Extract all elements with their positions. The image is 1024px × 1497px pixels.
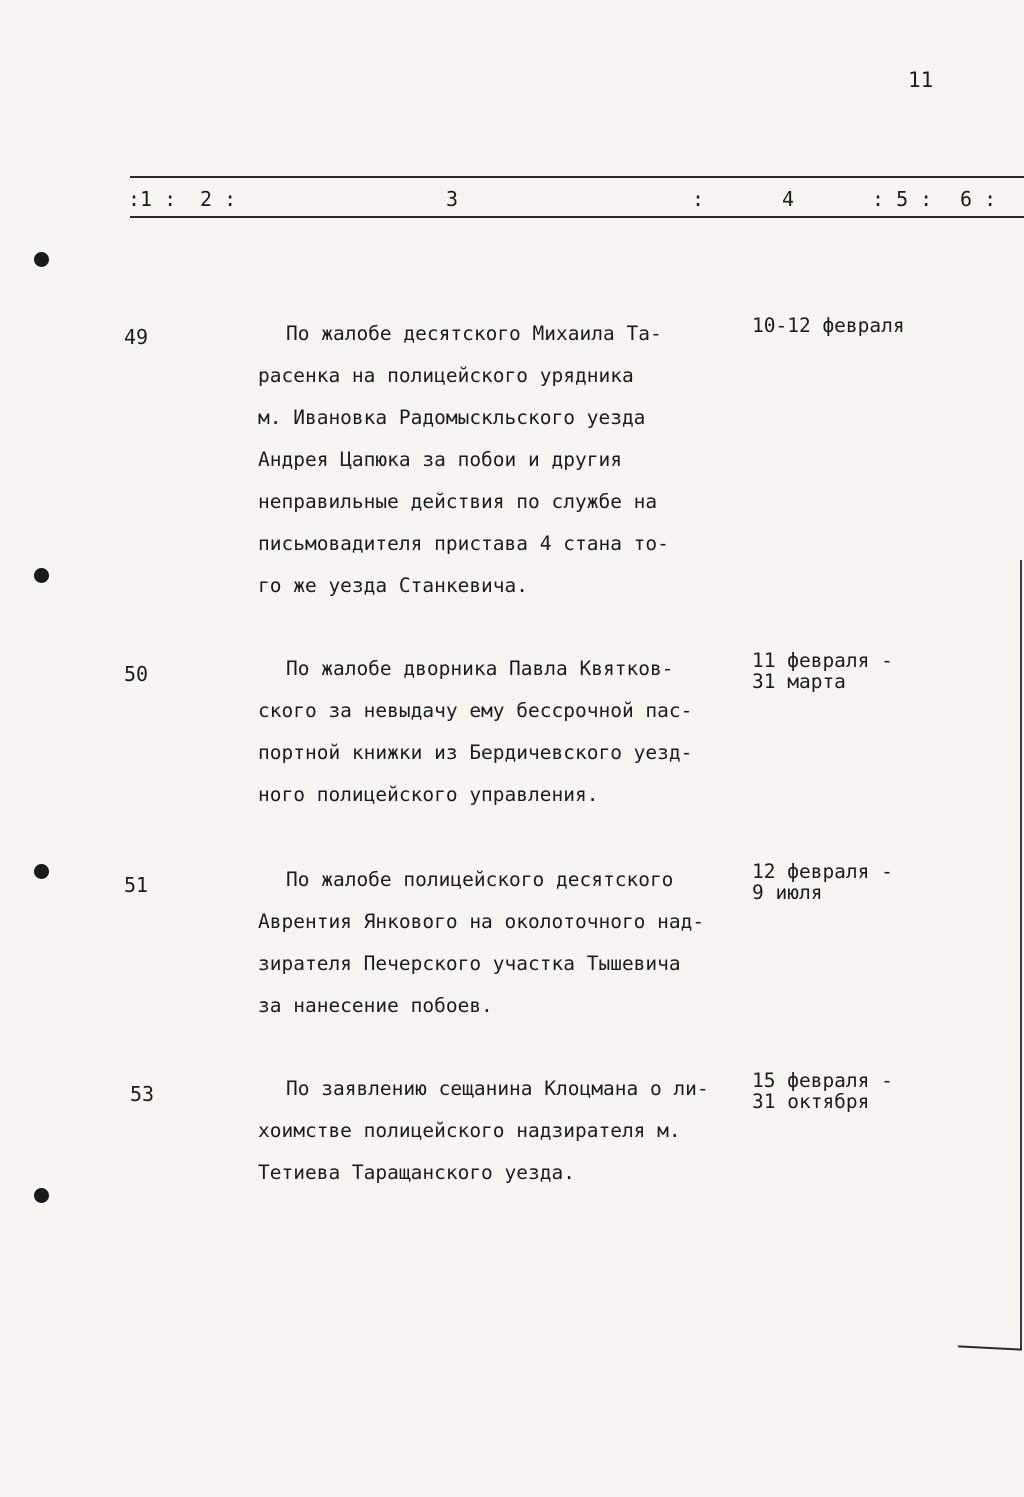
column-header-1: :1 :: [128, 187, 177, 211]
entry-description: [258, 859, 748, 1027]
entry-line: зирателя Печерского участка Тышевича: [258, 952, 681, 975]
entry-line: По заявлению сещанина Клоцмана о ли-: [286, 1077, 709, 1100]
table-header-top-rule: [130, 176, 1024, 178]
entry-date-line: 9 июля: [752, 881, 823, 904]
column-header-5: : 5 :: [872, 187, 933, 211]
entry-number: 53: [130, 1082, 155, 1106]
punch-hole-icon: [34, 252, 49, 267]
table-header-bottom-rule: [130, 216, 1024, 218]
entry-line: По жалобе полицейского десятского: [286, 868, 674, 891]
entry-date-line: 31 марта: [752, 670, 846, 693]
entry-description: [258, 1068, 748, 1194]
entry-line: за нанесение побоев.: [258, 994, 493, 1017]
entry-dates: [752, 650, 992, 692]
entry-line: По жалобе десятского Михаила Та-: [286, 322, 662, 345]
entry-line: По жалобе дворника Павла Квятков-: [286, 657, 674, 680]
column-header-6: 6 :: [960, 187, 997, 211]
entry-number: 50: [124, 662, 149, 686]
entry-date-line: 15 февраля -: [752, 1069, 893, 1092]
edge-pen-mark: [958, 1345, 1022, 1350]
entry-line: хоимстве полицейского надзирателя м.: [258, 1119, 681, 1142]
entry-date-line: 12 февраля -: [752, 860, 893, 883]
column-header-2: 2 :: [200, 187, 237, 211]
column-header-3-separator: :: [692, 187, 705, 211]
entry-description: [258, 313, 748, 607]
entry-date-line: 31 октября: [752, 1090, 870, 1113]
column-header-3: 3: [446, 187, 459, 211]
entry-dates: [752, 315, 992, 336]
entry-number: 51: [124, 873, 149, 897]
entry-dates: [752, 1070, 992, 1112]
entry-line: ного полицейского управления.: [258, 783, 599, 806]
entry-line: неправильные действия по службе на: [258, 490, 658, 513]
entry-line: Андрея Цапюка за побои и другия: [258, 448, 622, 471]
entry-line: портной книжки из Бердичевского уезд-: [258, 741, 693, 764]
entry-line: письмовадителя пристава 4 стана то-: [258, 532, 669, 555]
entry-line: м. Ивановка Радомыскльского уезда: [258, 406, 646, 429]
entry-date-line: 11 февраля -: [752, 649, 893, 672]
punch-hole-icon: [34, 1188, 49, 1203]
entry-line: расенка на полицейского урядника: [258, 364, 634, 387]
entry-line: Аврентия Янкового на околоточного над-: [258, 910, 705, 933]
entry-dates: [752, 861, 992, 903]
entry-date-line: 10-12 февраля: [752, 314, 905, 337]
page-edge-shadow: [1020, 560, 1022, 1350]
entry-line: ского за невыдачу ему бессрочной пас-: [258, 699, 693, 722]
entry-description: [258, 648, 748, 816]
entry-line: го же уезда Станкевича.: [258, 574, 529, 597]
punch-hole-icon: [34, 864, 49, 879]
punch-hole-icon: [34, 568, 49, 583]
column-header-4: 4: [782, 187, 795, 211]
entry-line: Тетиева Таращанского уезда.: [258, 1161, 575, 1184]
entry-number: 49: [124, 325, 149, 349]
page-number: 11: [908, 68, 934, 92]
